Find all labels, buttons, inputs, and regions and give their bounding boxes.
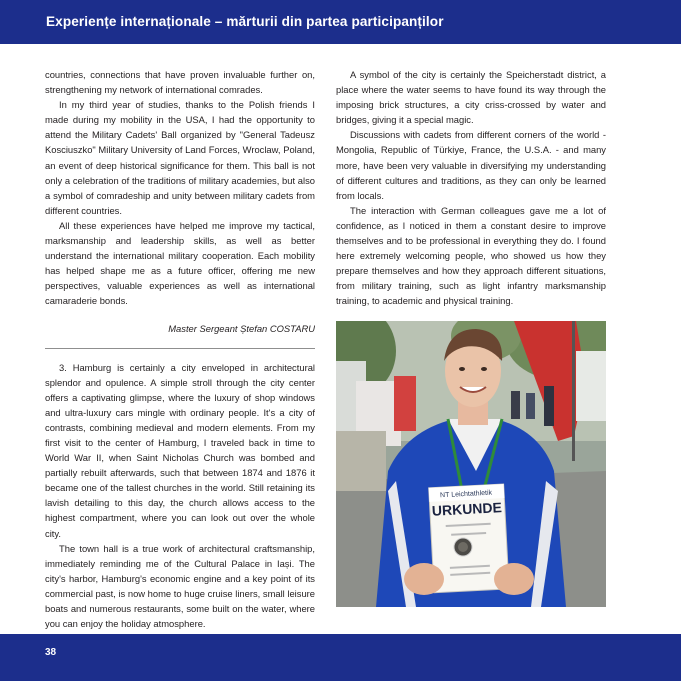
author-signature: Master Sergeant Ștefan COSTARU	[168, 322, 315, 334]
paragraph: 3. Hamburg is certainly a city enveloped in architectural splendor and opulence. A simple stroll through the city center offers a captivating glimpse, where the luxury of shop windows and ultra-luxury cars mingle with ordinary people. It's a city of contrasts, combining medieval and modern elements. From my first visit to the center of Hamburg, I traveled back in time to World War II, when Saint Nicholas Church was bombed and partially rebuilt afterwards, such that between 1874 and 1876 it became one of the tallest churches in the world. Still retaining its lavish detailing to this day, the church allows access to the highest compartment, where you can look out over the whole city.	[45, 361, 315, 539]
page-title: Experiențe internaționale – mărturii din partea participanților	[46, 14, 444, 29]
paragraph: The interaction with German colleagues gave me a lot of confidence, as I noticed in them a constant desire to improve themselves and to be professional in everything they do. I found here extremely welcoming people, who showed us how they prepare themselves and how they approach different situations, from military training, such as light infantry marksmanship training, to academic and physical training.	[336, 204, 606, 307]
paragraph: The town hall is a true work of architectural craftsmanship, immediately reminding me of the Cultural Palace in Iași. The city's harbor, Hamburg's economic engine and a key point of its commercial past, is now home to huge cruise liners, small leisure boats and numerous restaurants, some built on the water, where you can enjoy the holiday atmosphere.	[45, 542, 315, 630]
paragraph: All these experiences have helped me improve my tactical, marksmanship and leadership skills, as well as better understand the international military cooperation. Each mobility has helped shape me as a future officer, offering me new perspectives, valuable experiences as well as international camaraderie bonds.	[45, 219, 315, 307]
section-divider	[45, 348, 315, 349]
page-footer	[0, 634, 681, 681]
page-header	[0, 0, 681, 44]
certificate-header: NT Leichtathletik	[439, 489, 493, 500]
paragraph: countries, connections that have proven invaluable further on, strengthening my network of international comrades.	[45, 69, 315, 96]
paragraph: A symbol of the city is certainly the Speicherstadt district, a place where the water seems to have found its way through the imposing brick structures, a city criss-crossed by water and bridges, giving it a special magic.	[336, 69, 606, 126]
left-column	[45, 67, 315, 631]
right-column	[336, 67, 606, 309]
paragraph: Discussions with cadets from different corners of the world - Mongolia, Republic of Türkiye, France, the U.S.A. - and many more, have been very valuable in diversifying my understanding of different cultures and traditions, as they can only be learned from locals.	[336, 129, 606, 201]
paragraph: In my third year of studies, thanks to the Polish friends I made during my mobility in the USA, I had the opportunity to attend the Military Cadets' Ball organized by "General Tadeusz Kosciuszko" Military University of Land Forces, Wroclaw, Poland, an event of deep historical significance for them. This ball is not only a celebration of the traditions of military academies, but also a symbol of comradeship and unity between military cadets from different countries.	[45, 99, 315, 216]
page-number: 38	[45, 647, 57, 658]
certificate-title: URKUNDE	[431, 499, 503, 519]
athlete-photo	[336, 321, 606, 607]
